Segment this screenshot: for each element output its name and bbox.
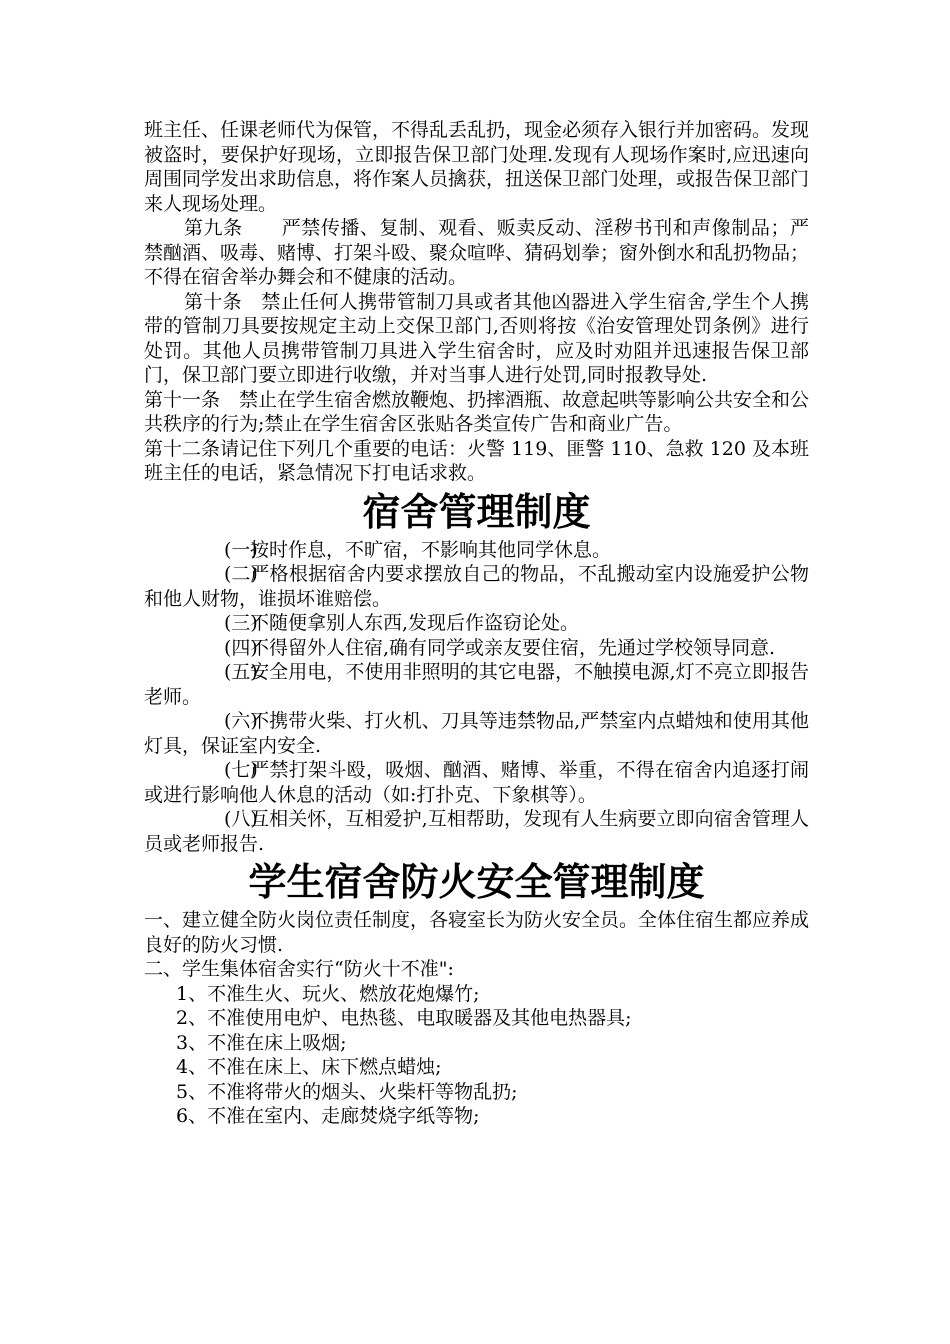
list-item <box>144 611 809 636</box>
list-item-text: 按时作息，不旷宿，不影响其他同学休息。 <box>250 538 612 561</box>
dorm-rules-list <box>144 538 809 857</box>
article-11: 第十一条 禁止在学生宿舍燃放鞭炮、扔摔酒瓶、故意起哄等影响公共安全和公共秩序的行为;禁止在学生宿舍区张贴各类宣传广告和商业广告。 <box>144 388 810 435</box>
list-item-label: (五) <box>224 661 258 683</box>
list-item-text: 不随便拿别人东西,发现后作盗窃论处。 <box>250 612 580 634</box>
fire-rule-item: 5、不准将带火的烟头、火柴杆等物乱扔; <box>176 1080 518 1103</box>
fire-rule-item: 4、不准在床上、床下燃点蜡烛; <box>176 1056 442 1078</box>
list-item-label: (二) <box>224 563 258 585</box>
article-12: 第十二条请记住下列几个重要的电话：火警 119、匪警 110、急救 120 及本班班主任的电话，紧急情况下打电话求救。 <box>144 437 809 484</box>
fire-rule-item: 6、不准在室内、走廊焚烧字纸等物; <box>176 1105 480 1127</box>
list-item-text: 严禁打架斗殴，吸烟、酗酒、赌博、举重，不得在宿舍内追逐打闹或进行影响他人休息的活动（如:打扑克、下象棋等）。 <box>144 759 809 806</box>
document-page <box>144 118 809 1129</box>
list-item <box>144 807 809 856</box>
fire-safety-paragraph-1: 一、建立健全防火岗位责任制度，各寝室长为防火安全员。全体住宿生都应养成良好的防火习惯. <box>144 909 810 956</box>
list-item <box>144 709 809 758</box>
section-title-dorm-management: 宿舍管理制度 <box>362 489 591 534</box>
list-item-label: (八) <box>224 808 258 830</box>
list-item <box>144 636 809 661</box>
fire-rule-item: 1、不准生火、玩火、燃放花炮爆竹; <box>176 982 480 1005</box>
intro-paragraph: 班主任、任课老师代为保管，不得乱丢乱扔，现金必须存入银行并加密码。发现被盗时，要保护好现场，立即报告保卫部门处理.发现有人现场作案时,应迅速向周围同学发出求助信息，将作案人员擒获，扭送保卫部门处理，或报告保卫部门来人现场处理。 <box>144 119 810 215</box>
fire-rules-list <box>144 982 809 1129</box>
list-item-text: 安全用电，不使用非照明的其它电器，不触摸电源,灯不亮立即报告老师。 <box>144 661 809 708</box>
list-item <box>144 758 809 807</box>
article-10: 第十条 禁止任何人携带管制刀具或者其他凶器进入学生宿舍,学生个人携带的管制刀具要按规定主动上交保卫部门,否则将按《治安管理处罚条例》进行处罚。其他人员携带管制刀具进入学生宿舍时，应及时劝阻并迅速报告保卫部门，保卫部门要立即进行收缴，并对当事人进行处罚,同时报教导处. <box>144 290 809 386</box>
list-item-text: 不携带火柴、打火机、刀具等违禁物品,严禁室内点蜡烛和使用其他灯具，保证室内安全. <box>144 710 809 757</box>
list-item-label: (一) <box>224 538 258 561</box>
list-item <box>144 660 809 709</box>
list-item-label: (七) <box>224 759 258 781</box>
list-item <box>144 538 809 563</box>
fire-safety-paragraph-2: 二、学生集体宿舍实行“防火十不准": <box>144 958 454 980</box>
article-9: 第九条 严禁传播、复制、观看、贩卖反动、淫秽书刊和声像制品；严禁酗酒、吸毒、赌博、打架斗殴、聚众喧哗、猜码划拳；窗外倒水和乱扔物品；不得在宿舍举办舞会和不健康的活动。 <box>144 217 810 288</box>
list-item-label: (六) <box>224 710 258 732</box>
fire-rule-item: 2、不准使用电炉、电热毯、电取暖器及其他电热器具; <box>176 1007 632 1029</box>
list-item-text: 不得留外人住宿,确有同学或亲友要住宿，先通过学校领导同意. <box>250 636 776 659</box>
list-item-text: 严格根据宿舍内要求摆放自己的物品，不乱搬动室内设施爱护公物和他人财物，谁损坏谁赔偿。 <box>144 563 809 610</box>
list-item-label: (三) <box>224 612 258 634</box>
list-item <box>144 562 809 611</box>
list-item-text: 互相关怀，互相爱护,互相帮助，发现有人生病要立即向宿舍管理人员或老师报告. <box>144 808 809 855</box>
section-title-fire-safety: 学生宿舍防火安全管理制度 <box>248 860 705 904</box>
fire-rule-item: 3、不准在床上吸烟; <box>176 1031 347 1054</box>
list-item-label: (四) <box>224 636 258 659</box>
